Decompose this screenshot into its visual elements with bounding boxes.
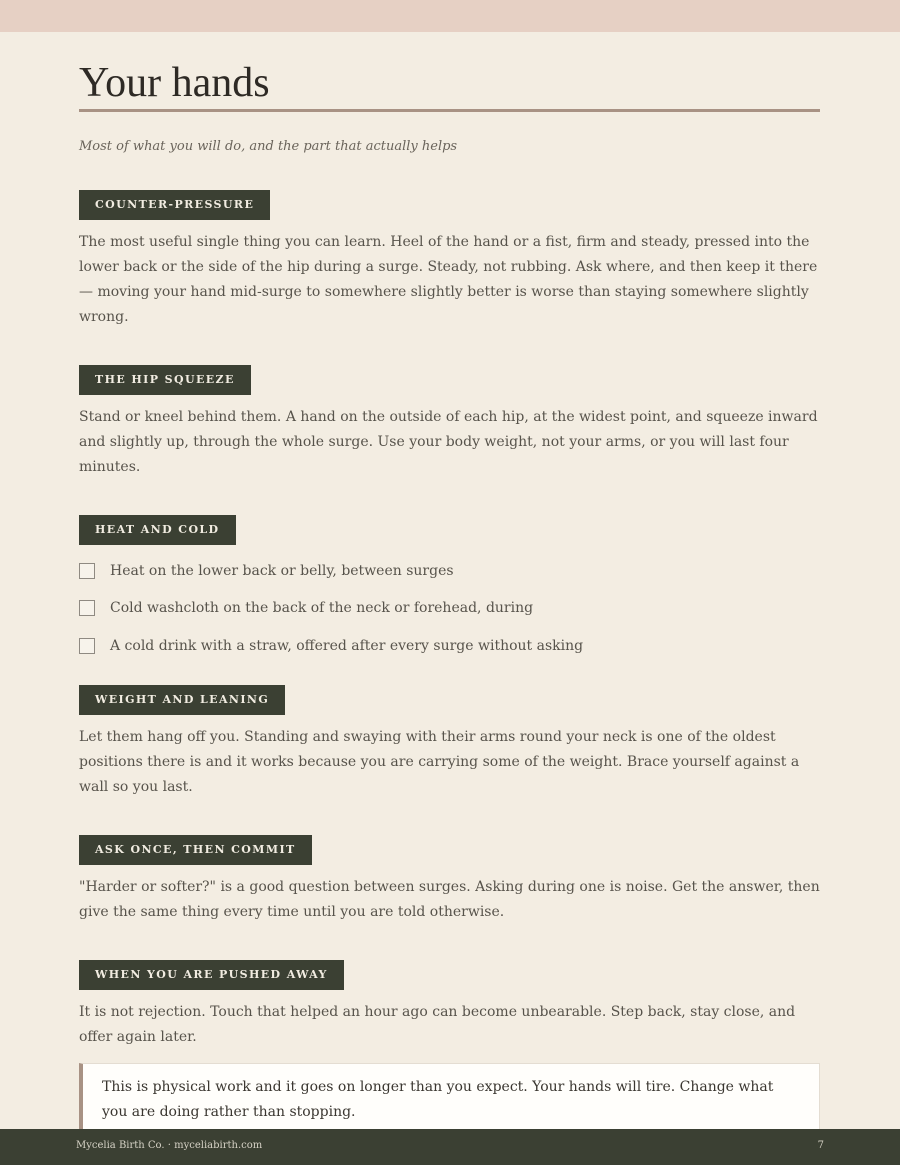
section-hip-squeeze xyxy=(79,365,820,480)
page-content xyxy=(79,32,820,1140)
top-band xyxy=(0,0,900,32)
title-rule xyxy=(79,109,820,112)
section-ask-once xyxy=(79,835,820,925)
section-body: It is not rejection. Touch that helped an hour ago can become unbearable. Step back, stay close, and offer again later. xyxy=(79,1003,796,1045)
section-body: The most useful single thing you can learn. Heel of the hand or a fist, firm and steady, pressed into the lower back or the side of the hip during a surge. Steady, not rubbing. Ask where, and then keep it there — moving your hand mid-surge to somewhere slightly better is worse than staying somewhere slightly wrong. xyxy=(79,234,818,325)
checklist xyxy=(79,552,820,665)
section-body: Stand or kneel behind them. A hand on the outside of each hip, at the widest point, and squeeze inward and slightly up, through the whole surge. Use your body weight, not your arms, or you will last four minutes. xyxy=(79,409,818,475)
checkbox[interactable] xyxy=(79,638,95,654)
section-heading: WEIGHT AND LEANING xyxy=(79,685,285,715)
section-body: "Harder or softer?" is a good question between surges. Asking during one is noise. Get the answer, then give the same thing every time until you are told otherwise. xyxy=(79,878,820,920)
page-number: 7 xyxy=(817,1140,824,1151)
page-subtitle: Most of what you will do, and the part that actually helps xyxy=(79,139,458,154)
checkbox[interactable] xyxy=(79,563,95,579)
section-heading: ASK ONCE, THEN COMMIT xyxy=(79,835,312,865)
section-body: Let them hang off you. Standing and swaying with their arms round your neck is one of the oldest positions there is and it works because you are carrying some of the weight. Brace yourself against a wall so you last. xyxy=(79,728,800,795)
footer xyxy=(0,1129,900,1165)
section-heat-and-cold xyxy=(79,515,820,665)
checklist-item-label: A cold drink with a straw, offered after every surge without asking xyxy=(110,637,584,654)
checkbox[interactable] xyxy=(79,600,95,616)
checklist-item xyxy=(79,627,820,665)
section-weight-and-leaning xyxy=(79,685,820,800)
callout-note: This is physical work and it goes on longer than you expect. Your hands will tire. Change what you are doing rather than stopping. xyxy=(79,1063,820,1140)
page-title: Your hands xyxy=(79,60,270,106)
checklist-item xyxy=(79,590,820,628)
section-heading: WHEN YOU ARE PUSHED AWAY xyxy=(79,960,344,990)
section-pushed-away xyxy=(79,960,820,1050)
checklist-item-label: Cold washcloth on the back of the neck or forehead, during xyxy=(110,600,534,617)
section-heading: HEAT AND COLD xyxy=(79,515,236,545)
section-counter-pressure xyxy=(79,190,820,330)
checklist-item-label: Heat on the lower back or belly, between surges xyxy=(110,562,454,579)
section-heading: COUNTER-PRESSURE xyxy=(79,190,270,220)
section-heading: THE HIP SQUEEZE xyxy=(79,365,251,395)
footer-brand: Mycelia Birth Co. · myceliabirth.com xyxy=(76,1140,263,1151)
checklist-item xyxy=(79,552,820,590)
